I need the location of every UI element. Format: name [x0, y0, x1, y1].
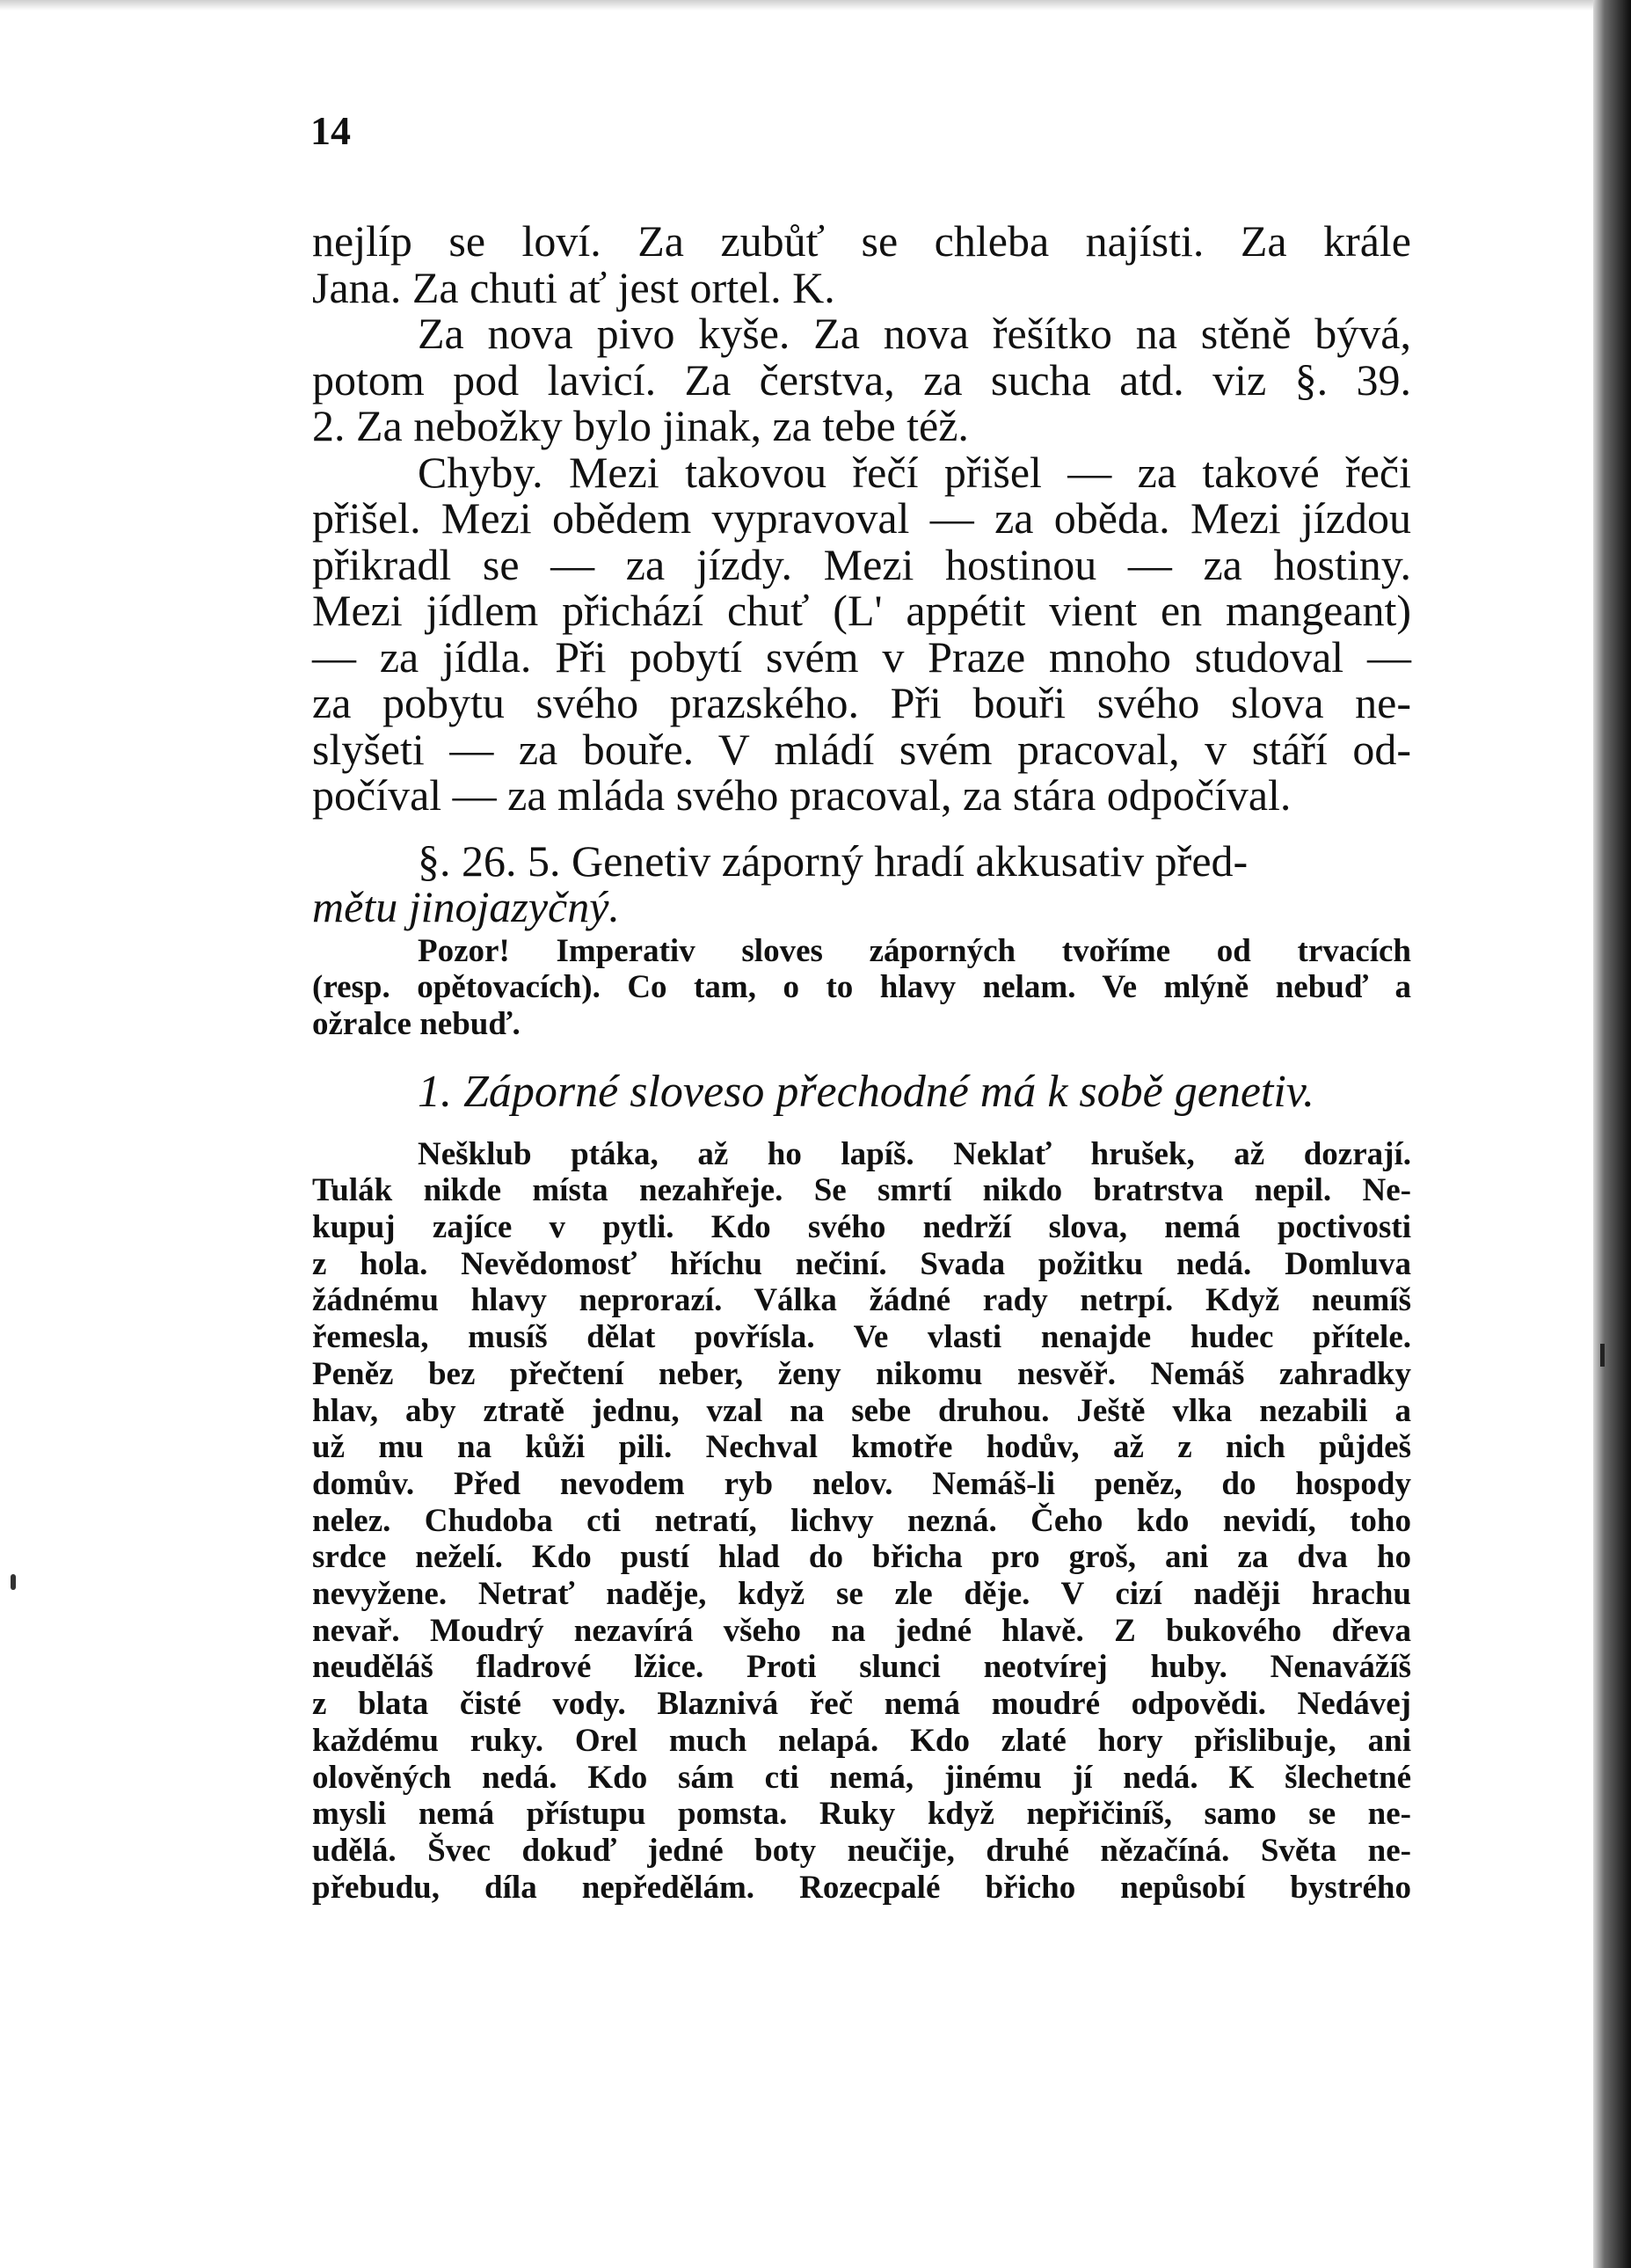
scan-right-edge — [1593, 0, 1631, 2268]
text-line: 2. Za nebožky bylo jinak, za tebe též. — [312, 401, 969, 450]
text-line: kupuj zajíce v pytli. Kdo svého nedrží slova, nemá poctivosti — [312, 1209, 1411, 1246]
text-line: hlav, aby ztratě jednu, vzal na sebe druhou. Ještě vlka nezabili a — [312, 1392, 1411, 1429]
section-heading-line: §. 26. 5. Genetiv záporný hradí akkusativ před- — [418, 835, 1249, 886]
text-line: řemesla, musíš dělat povřísla. Ve vlasti nenajde hudec přítele. — [312, 1319, 1411, 1356]
text-line: nevyžene. Netrať naděje, když se zle děje. V cizí naději hrachu — [312, 1576, 1411, 1613]
text-line: nejlíp se loví. Za zubůť se chleba najísti. Za krále — [312, 216, 1411, 266]
text-line: slyšeti — za bouře. V mládí svém pracoval, v stáří od- — [312, 724, 1411, 774]
text-line: počíval — za mláda svého pracoval, za stára odpočíval. — [312, 770, 1292, 820]
scan-top-shadow — [0, 0, 1602, 11]
text-line: Chyby. Mezi takovou řečí přišel — za takové řeči — [418, 447, 1411, 497]
text-line: Nešklub ptáka, až ho lapíš. Neklať hrušek, až dozrají. — [418, 1135, 1411, 1172]
text-line: Tulák nikde místa nezahřeje. Se smrtí nikdo bratrstva nepil. Ne- — [312, 1172, 1411, 1209]
text-line: domův. Před nevodem ryb nelov. Nemáš-li peněz, do hospody — [312, 1465, 1411, 1502]
scan-speck — [1600, 1344, 1605, 1367]
text-line: Pozor! Imperativ sloves záporných tvoříme od trvacích — [418, 932, 1411, 969]
scan-speck — [11, 1574, 16, 1590]
text-column — [312, 218, 1411, 1906]
chyby-paragraph — [312, 449, 1411, 819]
text-line: z hola. Nevědomosť hříchu nečiní. Svada požitku nedá. Domluva — [312, 1245, 1411, 1282]
text-line: přišel. Mezi obědem vypravoval — za oběda. Mezi jízdou — [312, 493, 1411, 543]
text-line: nelez. Chudoba cti netratí, lichvy nezná. Čeho kdo nevidí, toho — [312, 1502, 1411, 1539]
text-line: (resp. opětovacích). Co tam, o to hlavy nelam. Ve mlýně nebuď a — [312, 969, 1411, 1006]
text-line: Jana. Za chuti ať jest ortel. K. — [312, 262, 835, 312]
section-26-heading — [312, 835, 1411, 931]
upper-paragraphs — [312, 218, 1411, 449]
text-line: přikradl se — za jízdy. Mezi hostinou — za hostiny. — [312, 539, 1411, 589]
text-line: za pobytu svého prazského. Při bouři svého slova ne- — [312, 678, 1411, 727]
text-line: — za jídla. Při pobytí svém v Praze mnoho studoval — — [312, 631, 1411, 682]
text-line: Peněz bez přečtení neber, ženy nikomu nesvěř. Nemáš zahradky — [312, 1355, 1411, 1392]
section-heading-line: mětu jinojazyčný. — [312, 881, 620, 931]
text-line: srdce neželí. Kdo pustí hlad do břicha pro groš, ani za dva ho — [312, 1539, 1411, 1576]
text-line: přebudu, díla nepředělám. Rozecpalé břicho nepůsobí bystrého — [312, 1869, 1411, 1906]
text-line: olověných nedá. Kdo sám cti nemá, jinému jí nedá. K šlechetné — [312, 1759, 1411, 1796]
proverbs-paragraph — [312, 1136, 1411, 1907]
text-line: každému ruky. Orel much nelapá. Kdo zlaté hory přislibuje, ani — [312, 1722, 1411, 1759]
text-line: mysli nemá přístupu pomsta. Ruky když nepřičiníš, samo se ne- — [312, 1796, 1411, 1833]
text-line: neuděláš fladrové lžice. Proti slunci neotvírej huby. Nenavážíš — [312, 1649, 1411, 1686]
text-line: žádnému hlavy neprorazí. Válka žádné rady netrpí. Když neumíš — [312, 1282, 1411, 1319]
text-line: potom pod lavicí. Za čerstva, za sucha atd. viz §. 39. — [312, 354, 1411, 405]
text-line: už mu na kůži pili. Nechval kmotře hodův, až z nich půjdeš — [312, 1429, 1411, 1466]
page-number: 14 — [310, 108, 351, 153]
pozor-paragraph — [312, 933, 1411, 1043]
subsection-heading: 1. Záporné sloveso přechodné má k sobě genetiv. — [418, 1066, 1315, 1117]
text-line: nevař. Moudrý nezavírá všeho na jedné hlavě. Z bukového dřeva — [312, 1612, 1411, 1649]
text-line: udělá. Švec dokuď jedné boty neučije, druhé nězačíná. Světa ne- — [312, 1832, 1411, 1869]
subsection-1-heading — [312, 1068, 1411, 1117]
text-line: Mezi jídlem přichází chuť (L' appétit vient en mangeant) — [312, 586, 1411, 635]
text-line: ožralce nebuď. — [312, 1005, 521, 1042]
text-line: Za nova pivo kyše. Za nova řešítko na stěně bývá, — [418, 309, 1411, 358]
text-line: z blata čisté vody. Blaznivá řeč nemá moudré odpovědi. Nedávej — [312, 1686, 1411, 1723]
